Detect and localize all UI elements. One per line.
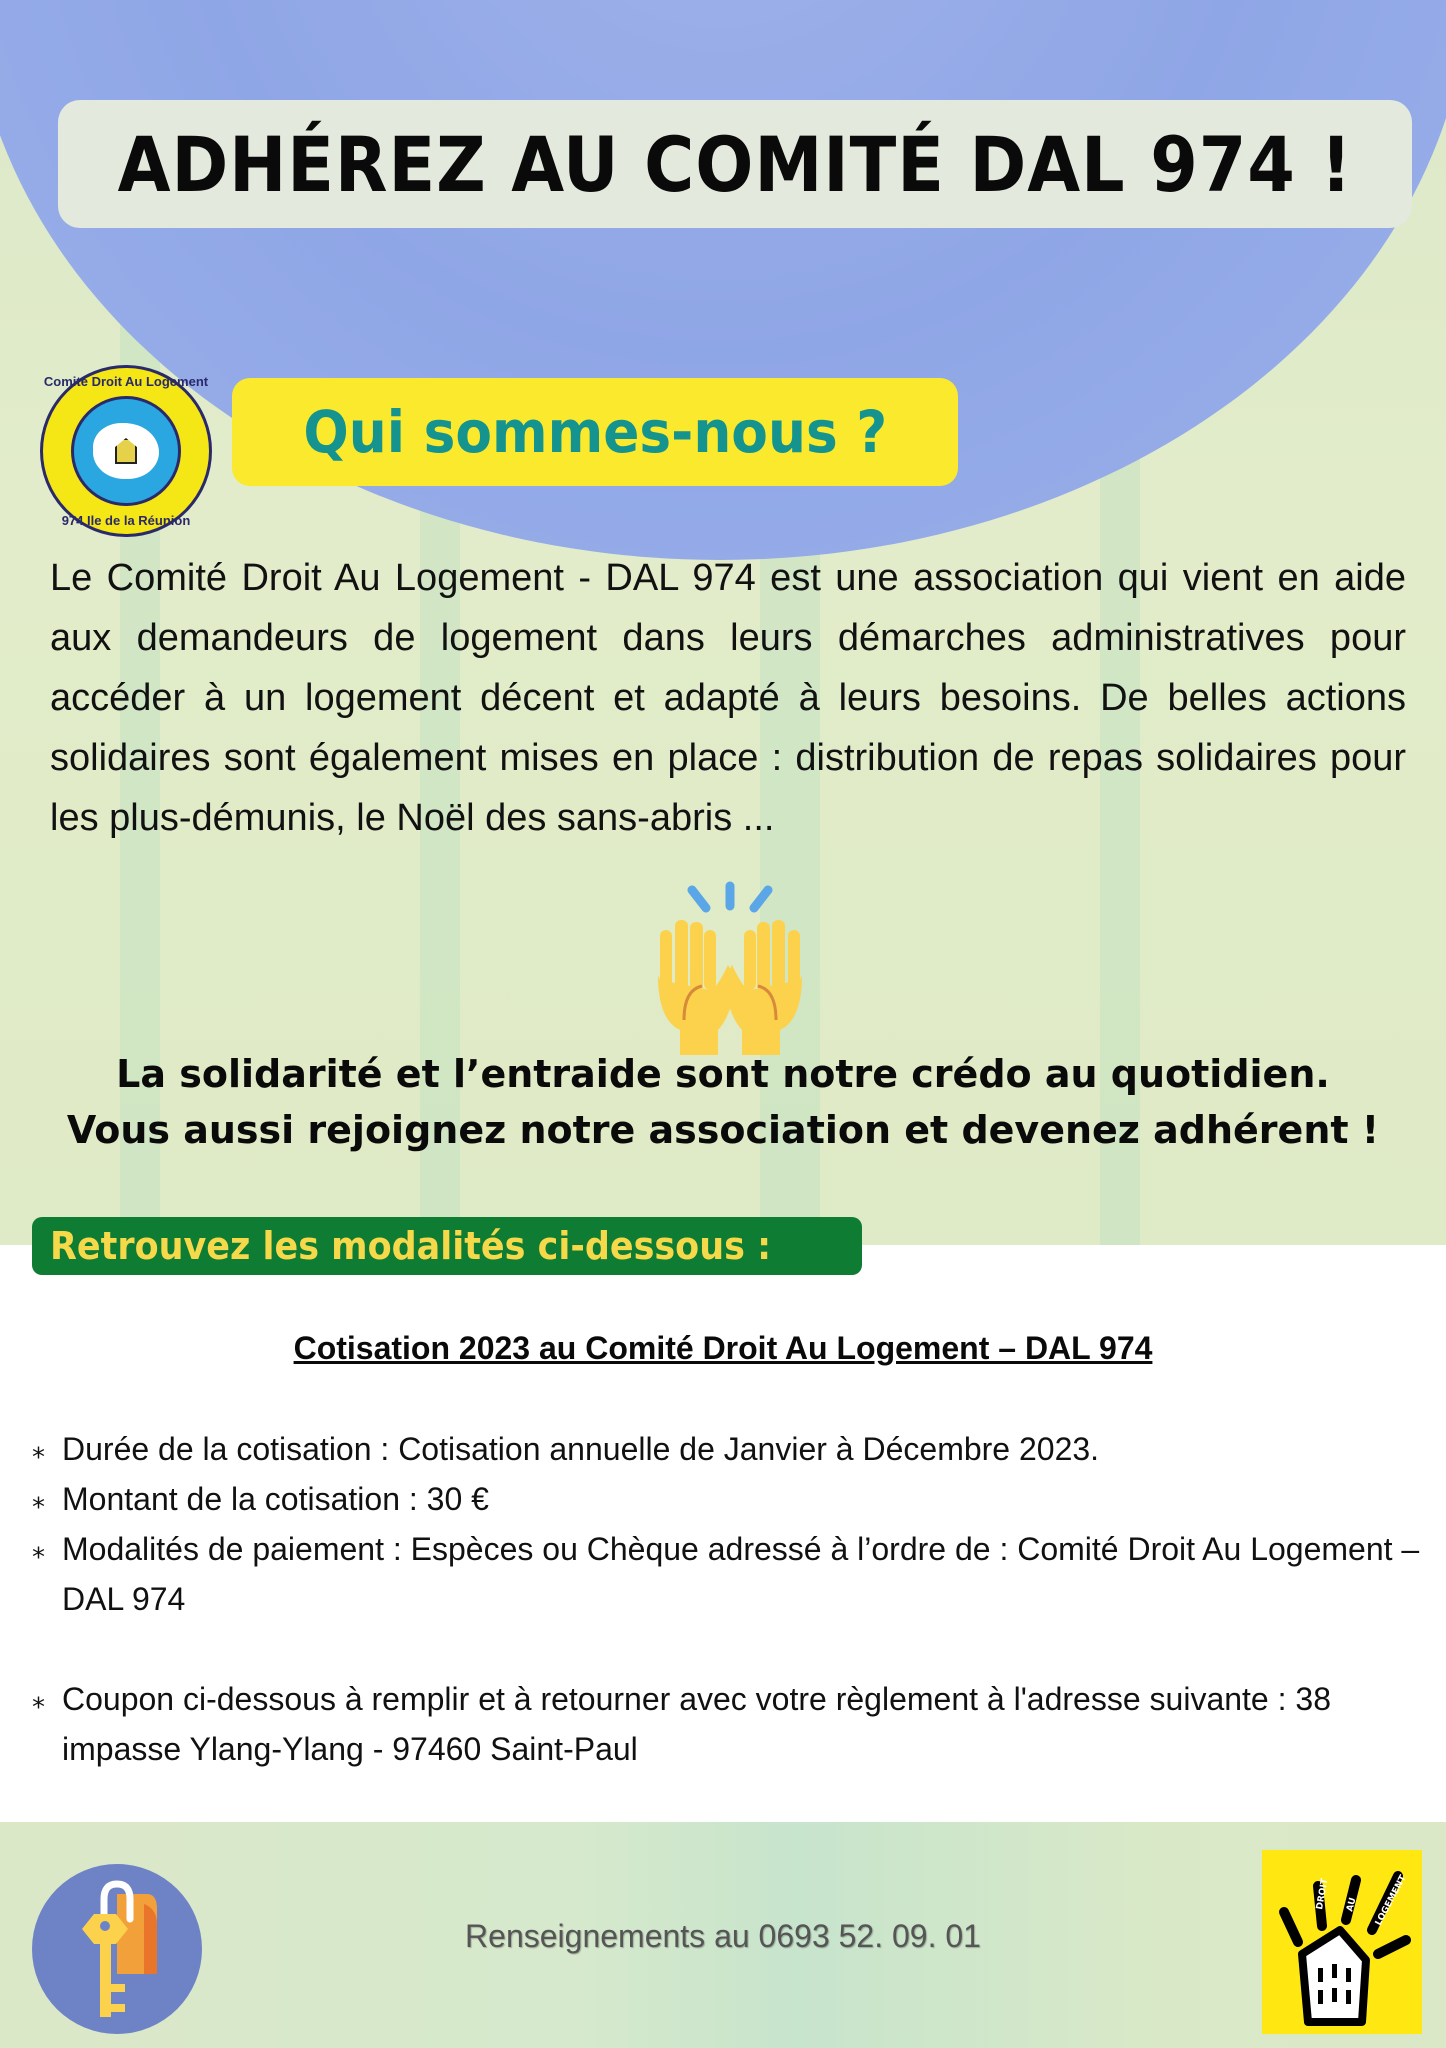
list-item [32,1424,1432,1474]
list-item-text: Montant de la cotisation : 30 € [62,1481,489,1517]
modalities-banner-text: Retrouvez les modalités ci-dessous : [50,1224,772,1268]
cotisation-title: Cotisation 2023 au Comité Droit Au Logement – DAL 974 [293,1330,1153,1366]
bullet-star-icon: ⁎ [32,1484,45,1514]
list-item [32,1674,1432,1774]
raising-hands-icon [640,880,820,1055]
bullet-star-icon: ⁎ [32,1534,45,1564]
modalities-list [32,1424,1432,1774]
list-item [32,1474,1432,1524]
modalities-banner [32,1217,862,1275]
title-banner [58,100,1412,228]
about-paragraph: Le Comité Droit Au Logement - DAL 974 est une association qui vient en aide aux demandeurs de logement dans leurs démarches administratives pour accéder à un logement décent et adapté à leurs besoins. De belles actions solidaires sont également mises en place : distribution de repas solidaires pour les plus-démunis, le Noël des sans-abris ... [50,557,1406,839]
logo-inner-circle [71,396,181,506]
bullet-star-icon: ⁎ [32,1434,45,1464]
reunion-island-icon [93,423,159,479]
list-item [32,1524,1432,1624]
motto-line-1: La solidarité et l’entraide sont notre crédo au quotidien. [116,1052,1330,1096]
logo-top-text: Comité Droit Au Logement [43,374,209,389]
dal-word-au: AU [1345,1896,1359,1913]
dal-word-logement: LOGEMENT [1373,1873,1409,1928]
bullet-star-icon: ⁎ [32,1684,45,1714]
list-item-text: Modalités de paiement : Espèces ou Chèque adressé à l’ordre de : Comité Droit Au Logement – DAL 974 [62,1531,1420,1617]
motto-line-2: Vous aussi rejoignez notre association et devenez adhérent ! [66,1108,1380,1152]
comite-logo [40,365,212,537]
list-item-text: Coupon ci-dessous à remplir et à retourner avec votre règlement à l'adresse suivante : 38 impasse Ylang-Ylang - 97460 Saint-Paul [62,1681,1331,1767]
about-heading-box [232,378,958,486]
list-item-text: Durée de la cotisation : Cotisation annuelle de Janvier à Décembre 2023. [62,1431,1100,1467]
contact-info: Renseignements au 0693 52. 09. 01 [465,1918,981,1954]
page-title: ADHÉREZ AU COMITÉ DAL 974 ! [117,119,1353,209]
dal-logo [1262,1850,1422,2034]
about-heading: Qui sommes-nous ? [303,398,887,466]
house-icon [115,438,137,464]
logo-bottom-text: 974 Ile de la Réunion [61,513,191,528]
dal-word-droit: DROIT [1315,1877,1331,1911]
